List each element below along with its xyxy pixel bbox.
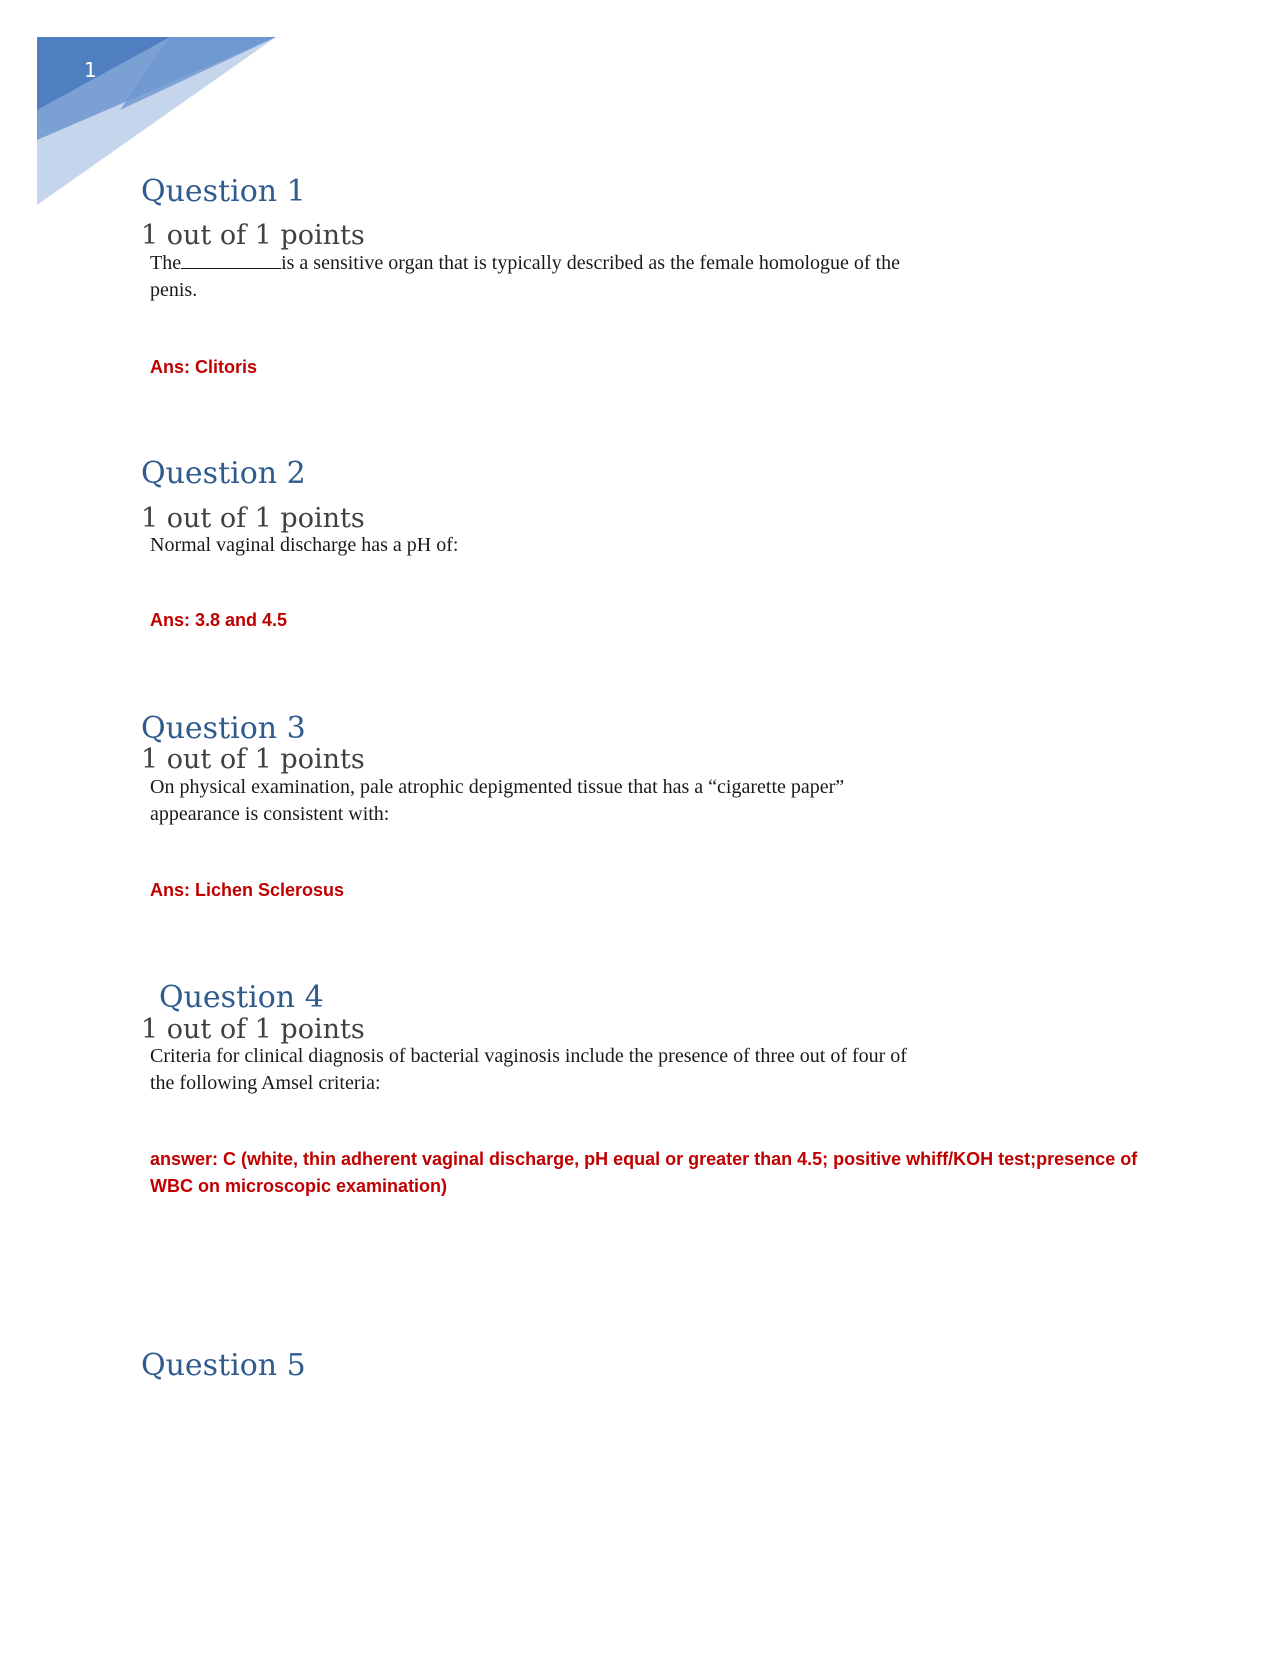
- question-1-text: [150, 250, 910, 304]
- question-3-title: Question 3: [141, 711, 306, 746]
- question-5-title: Question 5: [141, 1348, 306, 1383]
- question-2-text: Normal vaginal discharge has a pH of:: [150, 534, 459, 556]
- question-4-answer: answer: C (white, thin adherent vaginal discharge, pH equal or greater than 4.5; positive whiff/KOH test;presence of WBC on microscopic examination): [150, 1149, 1138, 1196]
- answer-blank: [181, 250, 281, 269]
- question-1-points: 1 out of 1 points: [141, 220, 365, 251]
- question-4-text: Criteria for clinical diagnosis of bacterial vaginosis include the presence of three out of four of the following Amsel criteria:: [150, 1045, 907, 1094]
- question-1-answer: Ans: Clitoris: [150, 357, 258, 377]
- question-4-title: Question 4: [159, 980, 324, 1015]
- question-3-answer: Ans: Lichen Sclerosus: [150, 880, 345, 900]
- question-2-answer: Ans: 3.8 and 4.5: [150, 610, 288, 630]
- question-4-points: 1 out of 1 points: [141, 1014, 365, 1045]
- question-1-text-end: is a sensitive organ that is typically described as the female homologue of the penis.: [150, 252, 900, 301]
- page-number: 1: [84, 58, 97, 82]
- question-3-text: On physical examination, pale atrophic depigmented tissue that has a “cigarette paper” appearance is consistent with:: [150, 776, 845, 825]
- question-1-title: Question 1: [141, 174, 306, 209]
- question-1-text-start: The: [150, 252, 182, 274]
- question-3-points: 1 out of 1 points: [141, 744, 365, 775]
- question-2-title: Question 2: [141, 456, 306, 491]
- question-2-points: 1 out of 1 points: [141, 503, 365, 534]
